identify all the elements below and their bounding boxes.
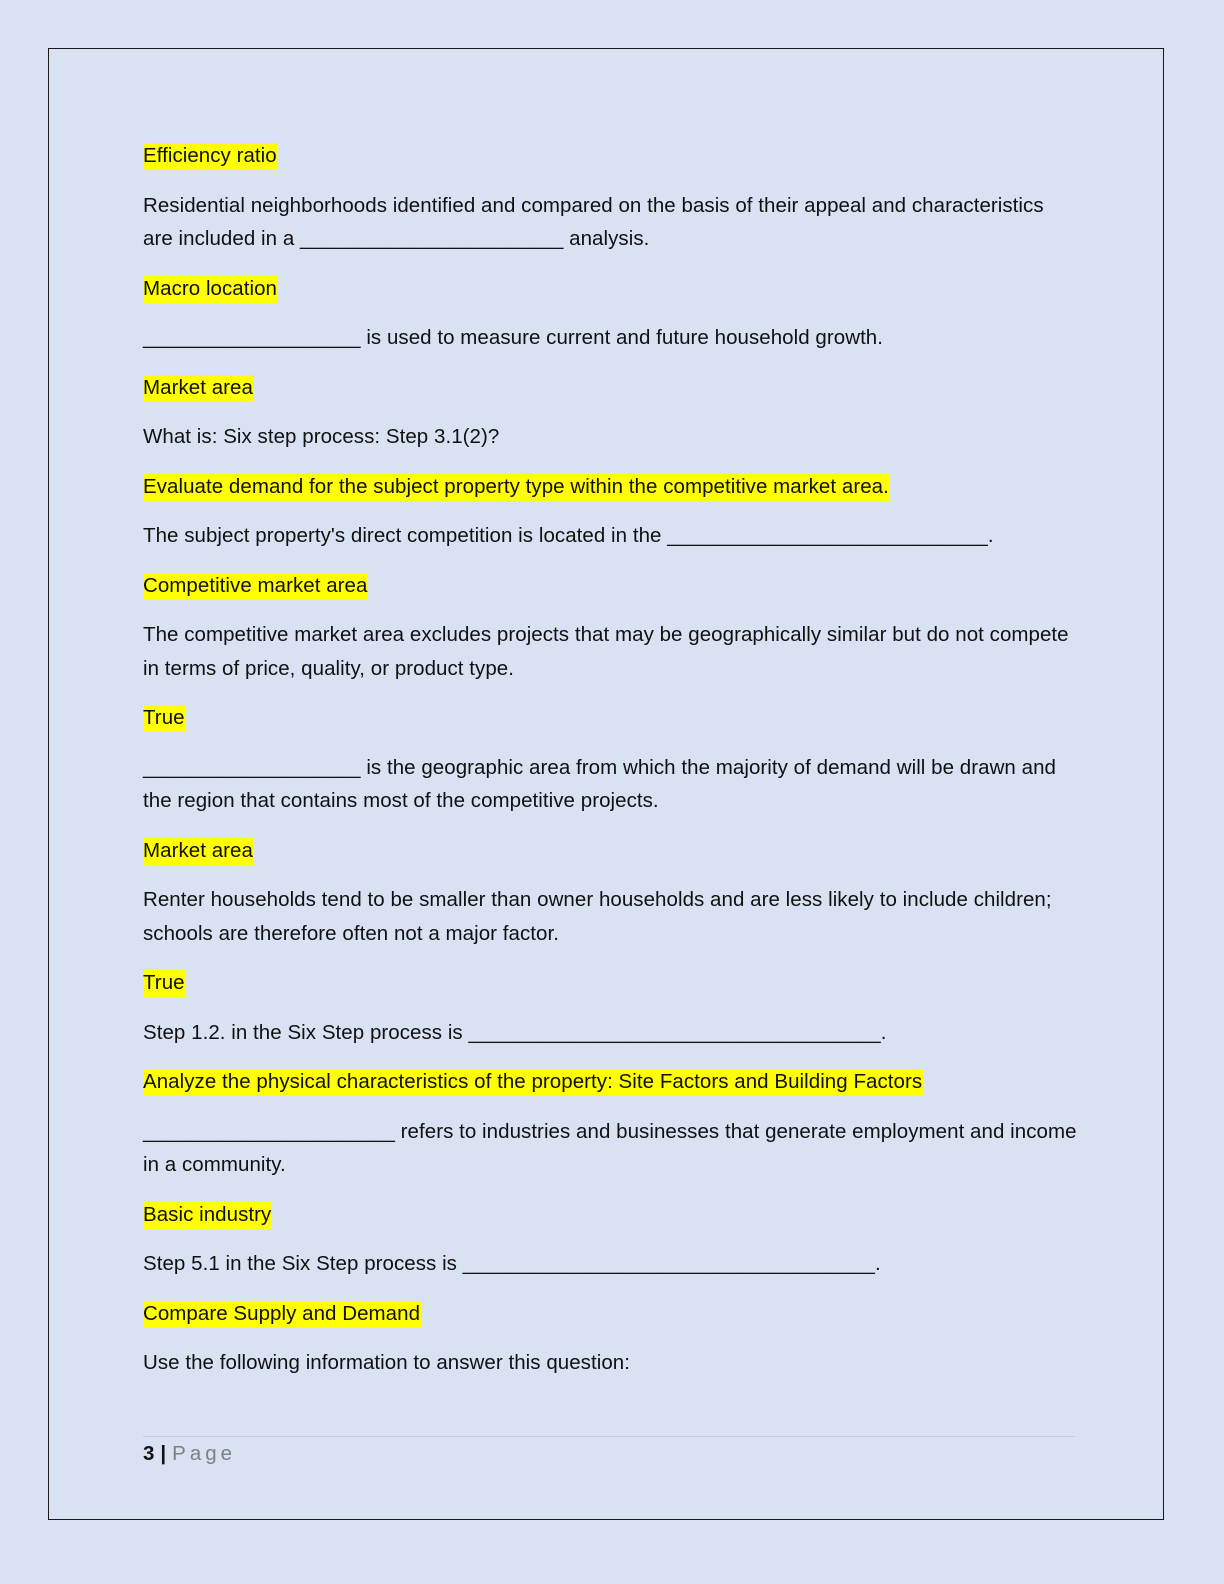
answer-line — [143, 966, 1078, 1000]
highlighted-answer: True — [143, 705, 186, 732]
question-text — [143, 751, 1078, 818]
question-content: ___________________ is the geographic area from which the majority of demand will be drawn and the region that contains most of the competitive projects. — [143, 755, 1056, 812]
highlighted-answer: Competitive market area — [143, 573, 368, 600]
answer-line — [143, 701, 1078, 735]
question-content: Step 1.2. in the Six Step process is ____________________________________. — [143, 1020, 887, 1044]
highlighted-answer: Market area — [143, 838, 254, 865]
highlighted-answer: True — [143, 970, 186, 997]
question-content: The subject property's direct competition is located in the ____________________________. — [143, 524, 994, 547]
question-content: Use the following information to answer this question: — [143, 1351, 630, 1374]
question-text — [143, 420, 1078, 454]
answer-line — [143, 1297, 1078, 1331]
highlighted-answer: Macro location — [143, 276, 278, 303]
highlighted-answer: Market area — [143, 375, 254, 402]
question-content: Residential neighborhoods identified and compared on the basis of their appeal and characteristics are included in a _______________________ analysis. — [143, 193, 1044, 250]
highlighted-answer: Efficiency ratio — [143, 143, 278, 170]
question-text — [143, 1346, 1078, 1380]
question-content: What is: Six step process: Step 3.1(2)? — [143, 425, 500, 448]
highlighted-answer: Evaluate demand for the subject property type within the competitive market area. — [143, 474, 890, 501]
answer-line — [143, 1065, 1078, 1099]
document-body — [143, 139, 1078, 1396]
question-text — [143, 519, 1078, 553]
answer-line — [143, 139, 1078, 173]
highlighted-answer: Basic industry — [143, 1202, 272, 1229]
footer-divider — [143, 1436, 1075, 1437]
question-content: The competitive market area excludes projects that may be geographically similar but do not compete in terms of price, quality, or product type. — [143, 623, 1069, 680]
question-content: Step 5.1 in the Six Step process is ____________________________________. — [143, 1252, 881, 1275]
answer-line — [143, 272, 1078, 306]
answer-line — [143, 371, 1078, 405]
highlighted-answer: Compare Supply and Demand — [143, 1301, 421, 1328]
answer-line — [143, 569, 1078, 603]
question-content: ______________________ refers to industries and businesses that generate employment and income in a community. — [143, 1119, 1077, 1176]
question-text — [143, 883, 1078, 950]
question-content: Renter households tend to be smaller than owner households and are less likely to include children; schools are therefore often not a major factor. — [143, 888, 1052, 945]
page-number: 3 — [143, 1442, 155, 1465]
highlighted-answer: Analyze the physical characteristics of the property: Site Factors and Building Factors — [143, 1069, 923, 1096]
question-text — [143, 1016, 1078, 1050]
question-text — [143, 1115, 1078, 1182]
question-text — [143, 189, 1078, 256]
question-text — [143, 1247, 1078, 1281]
question-text — [143, 618, 1078, 685]
footer-separator: | — [160, 1442, 167, 1465]
question-content: ___________________ is used to measure current and future household growth. — [143, 326, 884, 349]
page-label: Page — [172, 1442, 237, 1465]
page-footer — [143, 1440, 236, 1468]
answer-line — [143, 834, 1078, 868]
answer-line — [143, 1198, 1078, 1232]
question-text — [143, 321, 1078, 355]
answer-line — [143, 470, 1078, 504]
